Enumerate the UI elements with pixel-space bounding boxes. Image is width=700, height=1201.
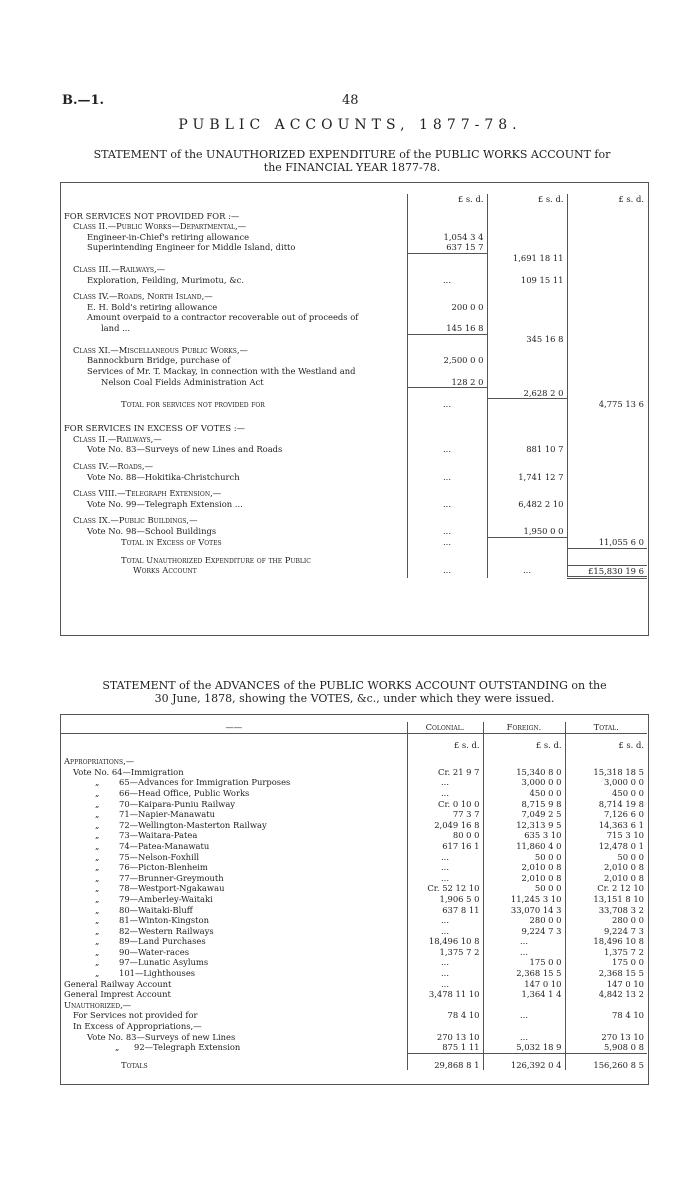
total-value: 5,908 0 8: [565, 1042, 647, 1053]
total-value: 2,010 0 8: [565, 873, 647, 884]
section-total-label: Total for services not provided for: [121, 398, 265, 409]
ditto-mark: „: [95, 946, 100, 957]
row-label: 70—Kaipara-Puniu Railway: [119, 798, 236, 809]
item-label: Services of Mr. T. Mackay, in connection with the Westland and: [87, 365, 356, 376]
appropriations-title: Appropriations,—: [64, 756, 135, 767]
colonial-value: ...: [407, 873, 483, 884]
colonial-value: ...: [407, 957, 483, 968]
table-row: [61, 905, 647, 916]
currency-header: £ s. d.: [483, 740, 565, 751]
item-value: 2,500 0 0: [407, 355, 487, 366]
table-row: [61, 788, 647, 799]
section-total: 4,775 13 6: [567, 399, 647, 410]
ditto-mark: „: [95, 915, 100, 926]
row-label-cell: [61, 788, 407, 799]
ditto-mark: „: [95, 840, 100, 851]
row-label-cell: [61, 841, 407, 852]
table-row: [61, 809, 647, 820]
item-label: Exploration, Feilding, Murimotu, &c.: [87, 274, 245, 285]
foreign-value: 50 0 0: [483, 852, 565, 863]
item-value: 200 0 0: [407, 302, 487, 313]
item-label: Amount overpaid to a contractor recoverable out of proceeds of: [87, 312, 359, 323]
total-value: 50 0 0: [565, 852, 647, 863]
class-title: Class IV.—Roads,—: [73, 461, 153, 472]
row-label-cell: [61, 873, 407, 884]
total-value: 14,363 6 1: [565, 820, 647, 831]
row-label: 81—Winton-Kingston: [119, 915, 209, 926]
foreign-value: 280 0 0: [483, 915, 565, 926]
class-title: Class XI.—Miscellaneous Public Works,—: [73, 344, 248, 355]
class-total: 109 15 11: [487, 275, 567, 286]
row-label: Vote No. 83—Surveys of new Lines: [87, 1031, 236, 1042]
item-label: Engineer-in-Chief's retiring allowance: [87, 231, 250, 242]
statement1-heading: [62, 148, 642, 174]
ditto-mark: „: [95, 851, 100, 862]
foreign-value: 12,313 9 5: [483, 820, 565, 831]
empty-value: ...: [407, 565, 487, 578]
row-label: Vote No. 64—Immigration: [73, 766, 184, 777]
row-label: 75—Nelson-Foxhill: [119, 851, 200, 862]
table-row: [61, 852, 647, 863]
row-label: 89—Land Purchases: [119, 936, 206, 947]
item-value: 881 10 7: [487, 444, 567, 455]
item-value: 637 15 7: [407, 242, 487, 253]
section-total-label: Total in Excess of Votes: [121, 537, 222, 548]
total-value: 4,842 13 2: [565, 989, 647, 1000]
class-total: 2,628 2 0: [487, 388, 567, 399]
statement1-heading-line2: the FINANCIAL YEAR 1877-78.: [263, 161, 441, 174]
row-label: General Imprest Account: [64, 989, 171, 1000]
colonial-value: 80 0 0: [407, 830, 483, 841]
foreign-value: 450 0 0: [483, 788, 565, 799]
empty-value: ...: [407, 526, 487, 537]
total-value: Cr. 2 12 10: [565, 883, 647, 894]
currency-header: £ s. d.: [487, 194, 567, 205]
total-value: 715 3 10: [565, 830, 647, 841]
unauthorized-title: Unauthorized,—: [64, 999, 132, 1010]
row-label: 74—Patea-Manawatu: [119, 840, 210, 851]
foreign-value: 175 0 0: [483, 957, 565, 968]
grand-total: £15,830 19 6: [567, 565, 647, 578]
empty-value: ...: [487, 565, 567, 578]
total-value: 8,714 19 8: [565, 799, 647, 810]
table-row: [61, 862, 647, 873]
total-value: 147 0 10: [565, 979, 647, 990]
column-header-total: Total.: [565, 722, 647, 733]
table-row: [61, 926, 647, 937]
row-label: 82—Western Railways: [119, 925, 214, 936]
item-label: Vote No. 98—School Buildings: [87, 526, 217, 537]
row-label: 65—Advances for Immigration Purposes: [119, 777, 291, 788]
grand-total-label: Works Account: [133, 565, 197, 576]
row-label: 78—Westport-Ngakawau: [119, 883, 225, 894]
row-label-cell: [61, 926, 407, 937]
table-row: [61, 830, 647, 841]
class-title: Class II.—Railways,—: [73, 433, 162, 444]
class-title: Class VIII.—Telegraph Extension,—: [73, 488, 222, 499]
page-number: 48: [342, 93, 359, 108]
colonial-value: Cr. 52 12 10: [407, 883, 483, 894]
table-row: [61, 968, 647, 979]
colonial-value: 2,049 16 8: [407, 820, 483, 831]
totals-label: Totals: [121, 1059, 148, 1070]
ditto-mark: „: [95, 809, 100, 820]
total-value: 2,368 15 5: [565, 968, 647, 979]
ditto-mark: „: [95, 777, 100, 788]
table-row: [61, 777, 647, 788]
column-header-label: ——: [61, 722, 407, 733]
currency-header: £ s. d.: [407, 194, 487, 205]
item-label: Vote No. 99—Telegraph Extension ...: [87, 498, 243, 509]
ditto-mark: „: [95, 872, 100, 883]
colonial-value: 637 8 11: [407, 905, 483, 916]
ditto-mark: „: [95, 787, 100, 798]
colonial-value: 270 13 10: [407, 1032, 483, 1043]
currency-header: £ s. d.: [567, 194, 647, 205]
class-title: Class III.—Railways,—: [73, 264, 166, 275]
section-title: FOR SERVICES NOT PROVIDED FOR :—: [64, 210, 240, 221]
foreign-value: 2,010 0 8: [483, 862, 565, 873]
colonial-value: ...: [407, 777, 483, 788]
row-label: 97—Lunatic Asylums: [119, 957, 209, 968]
page-title: PUBLIC ACCOUNTS, 1877-78.: [178, 117, 522, 133]
appropriations-rows: [61, 767, 647, 1000]
totals-foreign: 126,392 0 4: [483, 1060, 565, 1071]
empty-value: ...: [407, 444, 487, 455]
foreign-value: 2,368 15 5: [483, 968, 565, 979]
row-label: 77—Brunner-Greymouth: [119, 872, 224, 883]
document-code: B.—1.: [62, 93, 105, 108]
row-label: 66—Head Office, Public Works: [119, 787, 250, 798]
ditto-mark: „: [95, 893, 100, 904]
totals-colonial: 29,868 8 1: [407, 1060, 483, 1071]
section-title: FOR SERVICES IN EXCESS OF VOTES :—: [64, 423, 245, 434]
colonial-value: 18,496 10 8: [407, 936, 483, 947]
item-label: Nelson Coal Fields Administration Act: [101, 376, 264, 387]
class-title: Class IV.—Roads, North Island,—: [73, 291, 213, 302]
row-label: 80—Waitaki-Bluff: [119, 904, 193, 915]
statement2-table: [61, 722, 647, 1070]
total-value: 12,478 0 1: [565, 841, 647, 852]
colonial-value: Cr. 21 9 7: [407, 767, 483, 778]
ditto-mark: „: [95, 925, 100, 936]
total-value: 3,000 0 0: [565, 777, 647, 788]
row-label-cell: [61, 862, 407, 873]
ditto-mark: „: [95, 968, 100, 979]
row-label: 92—Telegraph Extension: [134, 1042, 241, 1053]
row-label: 90—Water-races: [119, 946, 190, 957]
row-label-cell: [61, 820, 407, 831]
table-row: [61, 767, 647, 778]
row-label-cell: [61, 989, 407, 1000]
foreign-value: 7,049 2 5: [483, 809, 565, 820]
statement1-heading-line1: STATEMENT of the UNAUTHORIZED EXPENDITURE of the PUBLIC WORKS ACCOUNT for: [93, 148, 611, 161]
row-label-cell: [61, 947, 407, 958]
row-label-cell: [61, 915, 407, 926]
table-row: [61, 979, 647, 990]
ditto-mark: „: [95, 798, 100, 809]
colonial-value: 875 1 11: [407, 1042, 483, 1053]
total-value: 280 0 0: [565, 915, 647, 926]
row-label: In Excess of Appropriations,—: [73, 1021, 202, 1032]
foreign-value: 11,860 4 0: [483, 841, 565, 852]
colonial-value: 1,375 7 2: [407, 947, 483, 958]
colonial-value: ...: [407, 915, 483, 926]
item-label: Vote No. 83—Surveys of new Lines and Roads: [87, 444, 283, 455]
total-value: 15,318 18 5: [565, 767, 647, 778]
empty-value: ...: [407, 537, 487, 548]
row-label: 72—Wellington-Masterton Railway: [119, 819, 267, 830]
foreign-value: 11,245 3 10: [483, 894, 565, 905]
total-value: 33,708 3 2: [565, 905, 647, 916]
totals-total: 156,260 8 5: [565, 1060, 647, 1071]
colonial-value: Cr. 0 10 0: [407, 799, 483, 810]
empty-value: ...: [407, 275, 487, 286]
foreign-value: 15,340 8 0: [483, 767, 565, 778]
total-value: 1,375 7 2: [565, 947, 647, 958]
foreign-value: 8,715 9 8: [483, 799, 565, 810]
colonial-value: ...: [407, 788, 483, 799]
colonial-value: ...: [407, 862, 483, 873]
ditto-mark: „: [95, 904, 100, 915]
colonial-value: 3,478 11 10: [407, 989, 483, 1000]
class-title: Class IX.—Public Buildings,—: [73, 515, 198, 526]
grand-total-label: Total Unauthorized Expenditure of the Public: [121, 554, 311, 565]
colonial-value: 77 3 7: [407, 809, 483, 820]
row-label-cell: [61, 905, 407, 916]
table-row: [61, 947, 647, 958]
foreign-value: 33,070 14 3: [483, 905, 565, 916]
row-label-cell: [61, 799, 407, 810]
table-row: [61, 799, 647, 810]
total-value: 9,224 7 3: [565, 926, 647, 937]
currency-header: £ s. d.: [565, 740, 647, 751]
foreign-value: ...: [483, 936, 565, 947]
item-label: land ...: [101, 323, 131, 334]
row-label-cell: [61, 809, 407, 820]
row-label: General Railway Account: [64, 978, 172, 989]
table-row: [61, 915, 647, 926]
row-label: For Services not provided for: [73, 1010, 198, 1021]
foreign-value: 3,000 0 0: [483, 777, 565, 788]
empty-value: ...: [407, 499, 487, 510]
item-value: 6,482 2 10: [487, 499, 567, 510]
item-label: Vote No. 88—Hokitika-Christchurch: [87, 471, 240, 482]
ditto-mark: „: [95, 957, 100, 968]
item-label: Bannockburn Bridge, purchase of: [87, 355, 231, 366]
ditto-mark: „: [95, 862, 100, 873]
item-label: Superintending Engineer for Middle Island, ditto: [87, 242, 296, 253]
row-label: 79—Amberley-Waitaki: [119, 893, 213, 904]
empty-value: ...: [407, 399, 487, 410]
row-label-cell: [61, 767, 407, 778]
row-label: 71—Napier-Manawatu: [119, 809, 216, 820]
total-value: 13,151 8 10: [565, 894, 647, 905]
total-value: 270 13 10: [565, 1032, 647, 1043]
colonial-value: 1,906 5 0: [407, 894, 483, 905]
colonial-value: ...: [407, 968, 483, 979]
row-label: 73—Waitara-Patea: [119, 830, 198, 841]
row-label-cell: [61, 968, 407, 979]
ditto-mark: „: [115, 1042, 120, 1053]
column-header-colonial: Colonial.: [407, 722, 483, 733]
row-label-cell: [61, 883, 407, 894]
item-value: 145 16 8: [407, 323, 487, 334]
foreign-value: 5,032 18 9: [483, 1042, 565, 1053]
table-row: [61, 820, 647, 831]
colonial-value: ...: [407, 979, 483, 990]
row-label-cell: [61, 894, 407, 905]
empty-value: ...: [407, 472, 487, 483]
total-value: 175 0 0: [565, 957, 647, 968]
row-label-cell: [61, 777, 407, 788]
total-value: 78 4 10: [565, 1010, 647, 1021]
foreign-value: 147 0 10: [483, 979, 565, 990]
colonial-value: 617 16 1: [407, 841, 483, 852]
total-value: 18,496 10 8: [565, 936, 647, 947]
row-label: 101—Lighthouses: [119, 968, 196, 979]
row-label-cell: [61, 852, 407, 863]
foreign-value: 50 0 0: [483, 883, 565, 894]
item-label: E. H. Bold's retiring allowance: [87, 301, 218, 312]
statement1-table: [61, 194, 647, 579]
table-row: [61, 957, 647, 968]
colonial-value: ...: [407, 852, 483, 863]
colonial-value: 78 4 10: [407, 1010, 483, 1021]
row-label-cell: [61, 979, 407, 990]
currency-header: £ s. d.: [407, 740, 483, 751]
total-value: 450 0 0: [565, 788, 647, 799]
item-value: 128 2 0: [407, 377, 487, 388]
foreign-value: ...: [483, 1032, 565, 1043]
table-row: [61, 894, 647, 905]
table-row: [61, 841, 647, 852]
table-row: [61, 883, 647, 894]
foreign-value: 635 3 10: [483, 830, 565, 841]
item-value: 1,741 12 7: [487, 472, 567, 483]
foreign-value: ...: [483, 947, 565, 958]
statement2-heading-line2: 30 June, 1878, showing the VOTES, &c., under which they were issued.: [154, 692, 555, 705]
ditto-mark: „: [95, 819, 100, 830]
statement2-heading-line1: STATEMENT of the ADVANCES of the PUBLIC WORKS ACCOUNT OUTSTANDING on the: [102, 679, 607, 692]
row-label-cell: [61, 957, 407, 968]
ditto-mark: „: [95, 936, 100, 947]
foreign-value: ...: [483, 1010, 565, 1021]
ditto-mark: „: [95, 883, 100, 894]
class-total: 345 16 8: [487, 334, 567, 345]
class-title: Class II.—Public Works—Departmental,—: [73, 221, 247, 232]
statement2-heading: [62, 679, 647, 705]
total-value: 2,010 0 8: [565, 862, 647, 873]
table-row: [61, 989, 647, 1000]
section-total: 11,055 6 0: [567, 537, 647, 548]
foreign-value: 1,364 1 4: [483, 989, 565, 1000]
total-value: 7,126 6 0: [565, 809, 647, 820]
table-row: [61, 936, 647, 947]
ditto-mark: „: [95, 830, 100, 841]
row-label: 76—Picton-Blenheim: [119, 862, 208, 873]
class-total: 1,691 18 11: [487, 253, 567, 264]
table-row: [61, 873, 647, 884]
foreign-value: 9,224 7 3: [483, 926, 565, 937]
item-value: 1,054 3 4: [407, 232, 487, 243]
colonial-value: ...: [407, 926, 483, 937]
row-label-cell: [61, 830, 407, 841]
row-label-cell: [61, 936, 407, 947]
foreign-value: 2,010 0 8: [483, 873, 565, 884]
column-header-foreign: Foreign.: [483, 722, 565, 733]
item-value: 1,950 0 0: [487, 526, 567, 537]
